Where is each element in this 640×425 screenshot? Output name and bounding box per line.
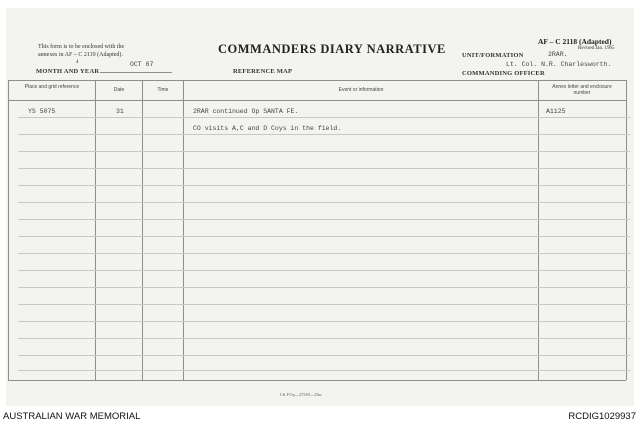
entry-event: 2RAR continued Op SANTA FE. xyxy=(193,108,299,115)
commanding-officer-value: Lt. Col. N.R. Charlesworth. xyxy=(506,61,612,68)
enclosure-note-line1: This form is to be enclosed with the xyxy=(38,44,125,50)
reference-map-label: REFERENCE MAP xyxy=(233,68,293,75)
table-bottom-border xyxy=(8,380,626,381)
unit-formation-value: 2RAR. xyxy=(548,51,568,58)
enclosure-note-line2: annexes in AF – C 2119 (Adapted). xyxy=(38,51,123,58)
ruled-line xyxy=(18,253,630,254)
enclosure-note xyxy=(38,44,124,59)
entry-place: YS 5075 xyxy=(28,108,56,115)
table-header-bottom-border xyxy=(8,100,626,101)
revised-date: Revised Jan. 1965 xyxy=(578,46,615,51)
table-right-border xyxy=(626,80,627,380)
ruled-line xyxy=(18,202,630,203)
column-divider xyxy=(142,80,143,380)
entry-annex: A1125 xyxy=(546,108,566,115)
ruled-line xyxy=(18,134,630,135)
ruled-line xyxy=(18,117,630,118)
table-left-border xyxy=(8,80,9,380)
archive-credit: AUSTRALIAN WAR MEMORIAL xyxy=(3,411,141,422)
ruled-line xyxy=(18,168,630,169)
entry-event: CO visits A,C and D Coys in the field. xyxy=(193,125,342,132)
ruled-line xyxy=(18,185,630,186)
month-year-value: OCT 67 xyxy=(130,61,154,68)
column-divider xyxy=(538,80,539,380)
ruled-line xyxy=(18,304,630,305)
column-header-place: Place and grid reference xyxy=(24,84,80,90)
ruled-line xyxy=(18,321,630,322)
entry-date: 31 xyxy=(116,108,124,115)
note-number: 4 xyxy=(76,60,79,65)
unit-formation-label: UNIT/FORMATION xyxy=(462,52,524,59)
ruled-line xyxy=(18,236,630,237)
ruled-line xyxy=(18,270,630,271)
month-year-underline xyxy=(100,72,172,73)
ruled-line xyxy=(18,370,630,371)
column-divider xyxy=(183,80,184,380)
column-header-time: Time xyxy=(157,87,169,93)
month-year-label: MONTH AND YEAR xyxy=(36,68,100,75)
ruled-line xyxy=(18,287,630,288)
form-number: AF – C 2118 (Adapted) xyxy=(538,37,612,46)
commanding-officer-label: COMMANDING OFFICER xyxy=(462,70,545,77)
ruled-line xyxy=(18,151,630,152)
column-divider xyxy=(95,80,96,380)
ruled-line xyxy=(18,355,630,356)
ruled-line xyxy=(18,219,630,220)
table-top-border xyxy=(8,80,626,81)
diary-form-sheet xyxy=(6,8,634,406)
column-header-annex: Annex letter and enclosure number xyxy=(552,84,612,96)
ruled-line xyxy=(18,338,630,339)
archive-id: RCDIG1029937 xyxy=(568,411,636,422)
form-title: COMMANDERS DIARY NARRATIVE xyxy=(218,42,446,56)
print-line: I & P Cty—275/65—25m xyxy=(280,392,322,397)
column-header-event: Event or information xyxy=(338,87,384,93)
column-header-date: Date xyxy=(113,87,125,93)
